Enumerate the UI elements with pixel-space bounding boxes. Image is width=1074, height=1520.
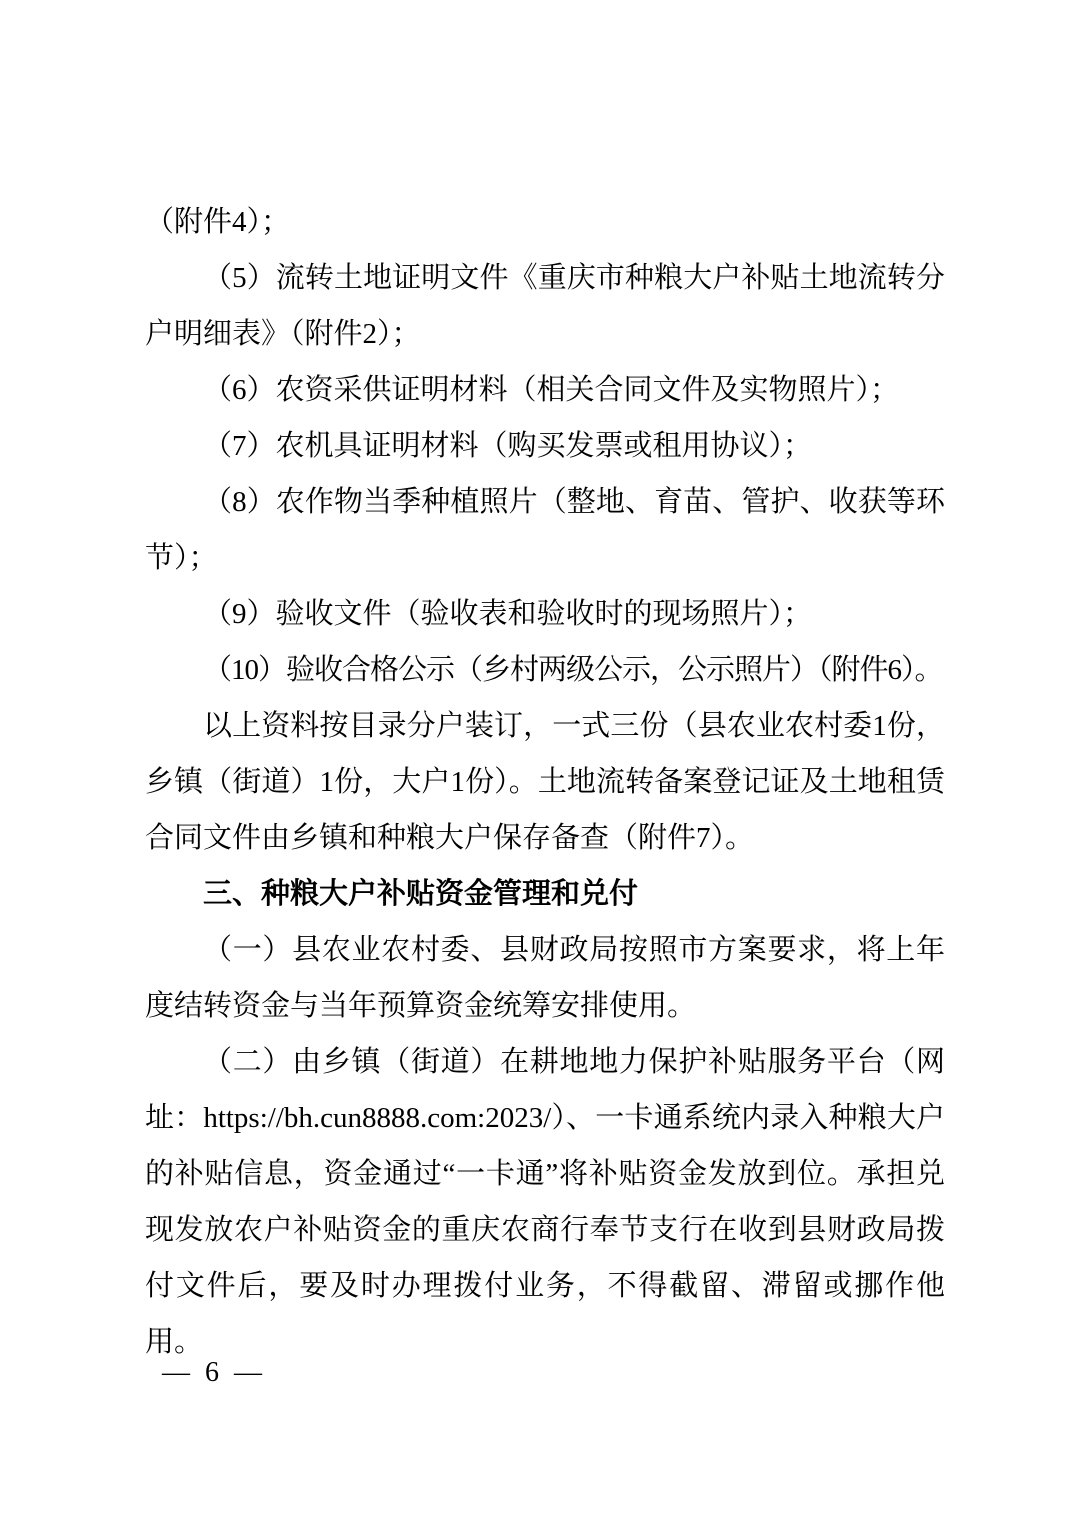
body-text-paragraph: （5）流转土地证明文件《重庆市种粮大户补贴土地流转分户明细表》（附件2）；: [145, 262, 945, 350]
page-number: — 6 —: [162, 1357, 266, 1388]
document-body: [145, 194, 945, 1370]
section-heading: 三、种粮大户补贴资金管理和兑付: [203, 878, 639, 910]
body-text-paragraph: （一）县农业农村委、县财政局按照市方案要求，将上年度结转资金与当年预算资金统筹安排使用。: [145, 934, 945, 1022]
body-text-paragraph: （8）农作物当季种植照片（整地、育苗、管护、收获等环节）；: [145, 486, 945, 574]
body-text-paragraph: （9）验收文件（验收表和验收时的现场照片）；: [203, 598, 813, 630]
body-text-paragraph: （二）由乡镇（街道）在耕地地力保护补贴服务平台（网址：https://bh.cun8888.com:2023/）、一卡通系统内录入种粮大户的补贴信息，资金通过“一卡通”将补贴资金发放到位。承担兑现发放农户补贴资金的重庆农商行奉节支行在收到县财政局拨付文件后，要及时办理拨付业务，不得截留、滞留或挪作他用。: [145, 1046, 945, 1358]
body-text-paragraph: （10）验收合格公示（乡村两级公示，公示照片）（附件6）。: [203, 654, 943, 686]
body-text-paragraph: （附件4）；: [145, 206, 291, 238]
body-text-paragraph: （6）农资采供证明材料（相关合同文件及实物照片）；: [203, 374, 900, 406]
body-text-paragraph: 以上资料按目录分户装订，一式三份（县农业农村委1份，乡镇（街道）1份，大户1份）。土地流转备案登记证及土地租赁合同文件由乡镇和种粮大户保存备查（附件7）。: [145, 710, 945, 854]
body-text-paragraph: （7）农机具证明材料（购买发票或租用协议）；: [203, 430, 813, 462]
